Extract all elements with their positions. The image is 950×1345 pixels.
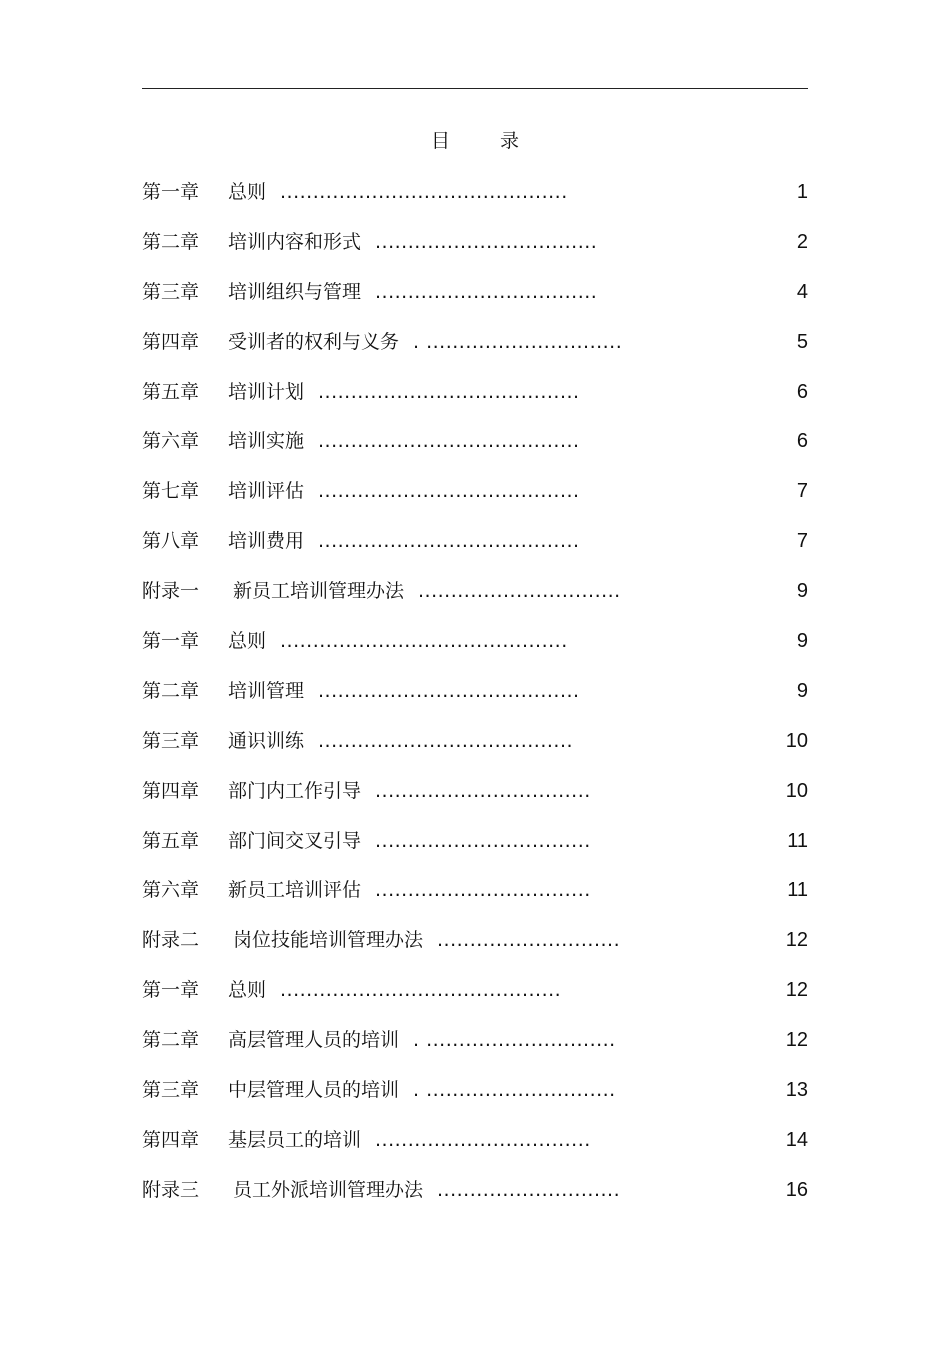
toc-entry[interactable]: [142, 1027, 808, 1077]
toc-entry[interactable]: [142, 379, 808, 429]
toc-title: [0, 128, 950, 154]
toc-page-number: 9: [796, 630, 808, 653]
toc-entry-title: 培训内容和形式: [228, 230, 362, 253]
toc-entry[interactable]: [142, 927, 808, 977]
toc-entry-title: 中层管理人员的培训: [228, 1079, 400, 1102]
toc-chapter-label: 第六章: [142, 879, 200, 902]
toc-page-number: 9: [796, 679, 808, 702]
toc-entry-title: 培训计划: [228, 380, 305, 403]
toc-page-number: 12: [785, 979, 808, 1002]
header-rule: [142, 88, 808, 89]
toc-page-number: 10: [785, 729, 808, 752]
toc-leader-dots: ............................: [437, 1178, 621, 1201]
toc-leader-dots: ...........................................: [280, 979, 562, 1002]
toc-chapter-label: 第四章: [142, 1128, 200, 1151]
toc-chapter-label: 附录三: [142, 1178, 200, 1201]
toc-entry[interactable]: [142, 977, 808, 1027]
toc-entry[interactable]: [142, 1077, 808, 1127]
toc-page-number: 6: [796, 430, 808, 453]
toc-leader-dots: . .............................: [413, 1079, 616, 1102]
toc-entry[interactable]: [142, 1177, 808, 1227]
toc-leader-dots: .................................: [375, 1128, 591, 1151]
toc-leader-dots: ..................................: [375, 280, 598, 303]
toc-entry-title: 部门内工作引导: [228, 779, 362, 802]
toc-page-number: 16: [785, 1178, 808, 1201]
toc-page-number: 11: [787, 829, 808, 852]
toc-entry-title: 基层员工的培训: [228, 1128, 362, 1151]
toc-chapter-label: 第四章: [142, 779, 200, 802]
toc-leader-dots: ..................................: [375, 230, 598, 253]
toc-chapter-label: 附录二: [142, 929, 200, 952]
toc-entry[interactable]: [142, 279, 808, 329]
toc-entry[interactable]: [142, 728, 808, 778]
toc-entry[interactable]: [142, 828, 808, 878]
toc-entry-title: 新员工培训评估: [228, 879, 362, 902]
toc-leader-dots: . ..............................: [413, 330, 623, 353]
toc-chapter-label: 第一章: [142, 979, 200, 1002]
toc-page-number: 12: [785, 929, 808, 952]
toc-page-number: 4: [796, 280, 808, 303]
toc-entry-title: 新员工培训管理办法: [233, 580, 405, 603]
toc-chapter-label: 附录一: [142, 580, 200, 603]
toc-title-part-2: 录: [500, 130, 520, 152]
toc-entry[interactable]: [142, 329, 808, 379]
toc-leader-dots: .................................: [375, 779, 591, 802]
toc-entry-title: 培训评估: [228, 480, 305, 503]
toc-leader-dots: ........................................: [318, 380, 580, 403]
toc-entry-title: 岗位技能培训管理办法: [233, 929, 424, 952]
toc-leader-dots: ........................................: [318, 530, 580, 553]
toc-chapter-label: 第一章: [142, 630, 200, 653]
toc-entry-title: 高层管理人员的培训: [228, 1029, 400, 1052]
toc-chapter-label: 第五章: [142, 380, 200, 403]
toc-list: [142, 179, 808, 1227]
toc-leader-dots: ........................................: [318, 480, 580, 503]
toc-leader-dots: ............................: [437, 929, 621, 952]
toc-chapter-label: 第五章: [142, 829, 200, 852]
toc-entry[interactable]: [142, 778, 808, 828]
toc-leader-dots: ...............................: [418, 580, 621, 603]
toc-leader-dots: .................................: [375, 829, 591, 852]
toc-leader-dots: ........................................: [318, 430, 580, 453]
toc-chapter-label: 第二章: [142, 230, 200, 253]
toc-entry-title: 培训实施: [228, 430, 305, 453]
toc-page-number: 13: [785, 1079, 808, 1102]
toc-entry[interactable]: [142, 428, 808, 478]
toc-page-number: 7: [796, 480, 808, 503]
toc-chapter-label: 第一章: [142, 181, 200, 203]
toc-entry-title: 通识训练: [228, 729, 305, 752]
toc-page-number: 1: [796, 181, 808, 203]
toc-title-part-1: 目: [430, 130, 450, 152]
toc-entry-title: 部门间交叉引导: [228, 829, 362, 852]
toc-page-number: 9: [796, 580, 808, 603]
toc-page-number: 7: [796, 530, 808, 553]
toc-page-number: 6: [796, 380, 808, 403]
toc-chapter-label: 第六章: [142, 430, 200, 453]
toc-chapter-label: 第八章: [142, 530, 200, 553]
toc-leader-dots: .......................................: [318, 729, 574, 752]
toc-chapter-label: 第三章: [142, 729, 200, 752]
toc-leader-dots: ............................................: [280, 630, 568, 653]
toc-entry[interactable]: [142, 229, 808, 279]
toc-entry-title: 总则: [228, 630, 267, 653]
toc-chapter-label: 第三章: [142, 280, 200, 303]
toc-page-number: 14: [785, 1128, 808, 1151]
toc-chapter-label: 第二章: [142, 1029, 200, 1052]
toc-entry[interactable]: [142, 678, 808, 728]
toc-entry[interactable]: [142, 877, 808, 927]
toc-entry[interactable]: [142, 1127, 808, 1177]
toc-chapter-label: 第二章: [142, 679, 200, 702]
toc-leader-dots: ........................................: [318, 679, 580, 702]
toc-entry-title: 培训费用: [228, 530, 305, 553]
toc-entry-title: 培训管理: [228, 679, 305, 702]
toc-entry-title: 总则: [228, 979, 267, 1002]
toc-entry-title: 总则: [228, 181, 267, 203]
toc-leader-dots: . .............................: [413, 1029, 616, 1052]
toc-entry-title: 培训组织与管理: [228, 280, 362, 303]
toc-page-number: 5: [796, 330, 808, 353]
toc-entry[interactable]: [142, 528, 808, 578]
toc-entry[interactable]: [142, 478, 808, 528]
toc-chapter-label: 第四章: [142, 330, 200, 353]
toc-entry[interactable]: [142, 578, 808, 628]
toc-entry[interactable]: [142, 179, 808, 229]
toc-page-number: 12: [785, 1029, 808, 1052]
toc-chapter-label: 第七章: [142, 480, 200, 503]
toc-page-number: 10: [785, 779, 808, 802]
toc-leader-dots: .................................: [375, 879, 591, 902]
toc-page-number: 2: [796, 230, 808, 253]
toc-page-number: 11: [787, 879, 808, 902]
toc-chapter-label: 第三章: [142, 1079, 200, 1102]
toc-leader-dots: ............................................: [280, 181, 568, 203]
toc-entry[interactable]: [142, 628, 808, 678]
toc-entry-title: 受训者的权利与义务: [228, 330, 400, 353]
toc-entry-title: 员工外派培训管理办法: [233, 1178, 424, 1201]
